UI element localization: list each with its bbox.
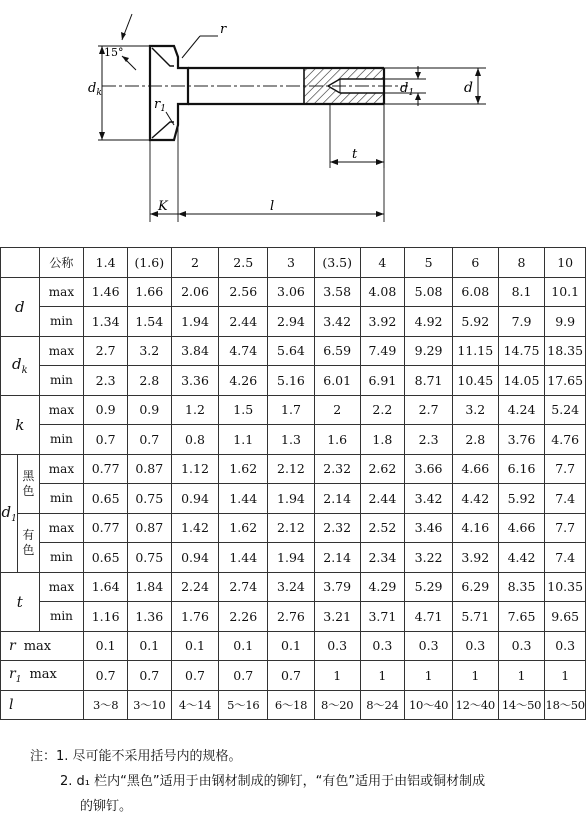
table-cell: 2 [314, 395, 360, 425]
table-cell: 6.29 [452, 572, 498, 602]
table-cell: 2.06 [171, 277, 219, 307]
table-cell: 2.62 [360, 454, 405, 484]
table-cell: 1.94 [268, 484, 315, 514]
size-header: 6 [452, 248, 498, 278]
table-cell: 2.44 [219, 307, 268, 337]
table-row [1, 307, 586, 337]
table-cell: 0.7 [127, 661, 171, 691]
l-label: l [270, 199, 275, 214]
size-header: 8 [498, 248, 545, 278]
table-row [1, 543, 586, 573]
table-cell: 7.4 [545, 484, 586, 514]
table-cell: 1 [498, 661, 545, 691]
table-cell: 2.52 [360, 513, 405, 543]
table-cell: 2.2 [360, 395, 405, 425]
table-cell: 3.76 [498, 425, 545, 455]
table-cell: 1 [545, 661, 586, 691]
table-cell: 2.12 [268, 454, 315, 484]
table-cell: 2.44 [360, 484, 405, 514]
table-cell: 1 [452, 661, 498, 691]
angle-label: 15° [104, 46, 124, 59]
table-cell: 8.71 [405, 366, 453, 396]
table-cell: 5.24 [545, 395, 586, 425]
table-cell: 0.9 [84, 395, 128, 425]
symbol-dk: $d_k$ [1, 336, 40, 395]
table-cell: 1.44 [219, 543, 268, 573]
nominal-label: 公称 [39, 248, 84, 278]
table-cell: 2.32 [314, 454, 360, 484]
table-cell: 0.7 [127, 425, 171, 455]
table-cell: 3.66 [405, 454, 453, 484]
table-cell: 4.29 [360, 572, 405, 602]
table-cell: 4.42 [498, 543, 545, 573]
table-row [1, 366, 586, 396]
table-cell: 5.64 [268, 336, 315, 366]
table-cell: 0.7 [268, 661, 315, 691]
size-header: 1.4 [84, 248, 128, 278]
table-cell: 3.06 [268, 277, 315, 307]
table-cell: 0.7 [171, 661, 219, 691]
d1-label: $d_1$ [400, 81, 415, 98]
black-label: 黑 色 [18, 454, 39, 513]
note-2: 2. d₁ 栏内“黑色”适用于由钢材制成的铆钉，“有色”适用于由铝或铜材制成 [60, 774, 486, 789]
table-cell: 1.12 [171, 454, 219, 484]
table-row [1, 425, 586, 455]
table-cell: 4.66 [452, 454, 498, 484]
l-label: l [1, 690, 84, 720]
table-cell: 4～14 [171, 690, 219, 720]
table-cell: 0.3 [452, 631, 498, 661]
table-cell: 0.1 [84, 631, 128, 661]
table-cell: 4.08 [360, 277, 405, 307]
table-cell: 0.3 [405, 631, 453, 661]
table-cell: 17.65 [545, 366, 586, 396]
table-cell: 3.2 [127, 336, 171, 366]
table-cell: 1.76 [171, 602, 219, 632]
size-header: 10 [545, 248, 586, 278]
table-cell: 0.7 [219, 661, 268, 691]
table-cell: 10～40 [405, 690, 453, 720]
table-cell: 2.74 [219, 572, 268, 602]
table-cell: 7.49 [360, 336, 405, 366]
table-cell: 9.29 [405, 336, 453, 366]
size-header: 2 [171, 248, 219, 278]
table-cell: 2.8 [452, 425, 498, 455]
table-cell: 6.01 [314, 366, 360, 396]
table-cell: 11.15 [452, 336, 498, 366]
table-cell: 5.92 [452, 307, 498, 337]
table-cell: 3.58 [314, 277, 360, 307]
table-cell: 10.1 [545, 277, 586, 307]
table-cell: 1.62 [219, 513, 268, 543]
table-row [1, 277, 586, 307]
d-label: d [464, 80, 473, 96]
table-cell: 3.42 [405, 484, 453, 514]
table-cell: 0.1 [127, 631, 171, 661]
table-cell: 18～50 [545, 690, 586, 720]
table-cell: 0.77 [84, 454, 128, 484]
table-cell: 6.16 [498, 454, 545, 484]
table-cell: 0.77 [84, 513, 128, 543]
table-cell: 1.5 [219, 395, 268, 425]
table-cell: 4.42 [452, 484, 498, 514]
table-cell: 1.16 [84, 602, 128, 632]
table-cell: 0.7 [84, 425, 128, 455]
table-cell: 1.42 [171, 513, 219, 543]
table-cell: 0.75 [127, 543, 171, 573]
table-cell: 4.92 [405, 307, 453, 337]
size-header: (1.6) [127, 248, 171, 278]
table-cell: 1.64 [84, 572, 128, 602]
table-row [1, 661, 586, 691]
table-cell: 3～10 [127, 690, 171, 720]
max-label: max [39, 277, 84, 307]
table-cell: 7.4 [545, 543, 586, 573]
table-row [1, 336, 586, 366]
table-cell: 4.74 [219, 336, 268, 366]
r-max-label: r max [1, 631, 84, 661]
table-cell: 1.62 [219, 454, 268, 484]
size-header: 3 [268, 248, 315, 278]
table-cell: 2.7 [84, 336, 128, 366]
symbol-d1: $d_1$ [1, 454, 18, 572]
table-cell: 1.6 [314, 425, 360, 455]
table-cell: 1.3 [268, 425, 315, 455]
symbol-t: t [1, 572, 40, 631]
table-cell: 2.26 [219, 602, 268, 632]
table-cell: 14.75 [498, 336, 545, 366]
table-cell: 0.1 [171, 631, 219, 661]
table-cell: 1.34 [84, 307, 128, 337]
table-cell: 14～50 [498, 690, 545, 720]
table-cell: 3.42 [314, 307, 360, 337]
table-cell: 0.3 [360, 631, 405, 661]
table-cell: 1.46 [84, 277, 128, 307]
table-cell: 2.14 [314, 484, 360, 514]
table-row [1, 454, 586, 484]
table-row [1, 513, 586, 543]
table-cell: 0.65 [84, 484, 128, 514]
min-label: min [39, 484, 84, 514]
table-cell: 1.94 [268, 543, 315, 573]
table-cell: 0.87 [127, 454, 171, 484]
table-cell: 8～20 [314, 690, 360, 720]
table-cell: 1.2 [171, 395, 219, 425]
table-cell: 6.91 [360, 366, 405, 396]
hatch-bottom [304, 93, 384, 103]
table-cell: 0.1 [268, 631, 315, 661]
table-cell: 5.08 [405, 277, 453, 307]
size-header: 4 [360, 248, 405, 278]
size-header: (3.5) [314, 248, 360, 278]
table-cell: 0.3 [545, 631, 586, 661]
max-label: max [39, 336, 84, 366]
table-cell: 2.56 [219, 277, 268, 307]
size-header: 2.5 [219, 248, 268, 278]
table-cell: 3～8 [84, 690, 128, 720]
max-label: max [39, 572, 84, 602]
table-cell: 5.16 [268, 366, 315, 396]
table-cell: 3.84 [171, 336, 219, 366]
table-cell: 4.66 [498, 513, 545, 543]
table-cell: 7.7 [545, 513, 586, 543]
table-cell: 4.24 [498, 395, 545, 425]
table-row [1, 572, 586, 602]
table-cell: 18.35 [545, 336, 586, 366]
table-cell: 3.22 [405, 543, 453, 573]
table-cell: 10.45 [452, 366, 498, 396]
table-cell: 1.66 [127, 277, 171, 307]
table-cell: 0.94 [171, 543, 219, 573]
size-header: 5 [405, 248, 453, 278]
symbol-d: d [1, 277, 40, 336]
table-cell: 2.12 [268, 513, 315, 543]
table-row [1, 602, 586, 632]
table-cell: 7.65 [498, 602, 545, 632]
table-cell: 1.8 [360, 425, 405, 455]
table-cell: 1 [360, 661, 405, 691]
rivet-dimension-table [0, 247, 586, 720]
table-cell: 0.9 [127, 395, 171, 425]
table-cell: 6.08 [452, 277, 498, 307]
table-cell: 2.94 [268, 307, 315, 337]
table-cell: 8.35 [498, 572, 545, 602]
t-label: t [352, 147, 358, 162]
table-cell: 5～16 [219, 690, 268, 720]
table-cell: 0.65 [84, 543, 128, 573]
table-cell: 5.29 [405, 572, 453, 602]
max-label: max [39, 513, 84, 543]
table-cell: 7.9 [498, 307, 545, 337]
table-cell: 1.7 [268, 395, 315, 425]
table-cell: 3.92 [360, 307, 405, 337]
table-cell: 0.75 [127, 484, 171, 514]
table-cell: 3.79 [314, 572, 360, 602]
hatch-top [304, 69, 384, 79]
table-cell: 3.21 [314, 602, 360, 632]
table-cell: 8.1 [498, 277, 545, 307]
table-cell: 2.76 [268, 602, 315, 632]
table-cell: 0.3 [314, 631, 360, 661]
table-cell: 1.84 [127, 572, 171, 602]
note-2-continued: 的铆钉。 [80, 799, 133, 814]
note-1: 注：1. 尽可能不采用括号内的规格。 [30, 749, 242, 764]
table-cell: 2.7 [405, 395, 453, 425]
table-row [1, 484, 586, 514]
rivet-drawing [78, 0, 498, 232]
min-label: min [39, 425, 84, 455]
table-cell: 2.32 [314, 513, 360, 543]
table-cell: 2.24 [171, 572, 219, 602]
min-label: min [39, 366, 84, 396]
table-cell: 1 [314, 661, 360, 691]
table-cell: 3.24 [268, 572, 315, 602]
table-cell: 3.2 [452, 395, 498, 425]
nonferrous-label: 有 色 [18, 513, 39, 572]
table-row [1, 395, 586, 425]
table-cell: 9.9 [545, 307, 586, 337]
table-row [1, 690, 586, 720]
notes [30, 744, 580, 819]
dk-label: $d_k$ [88, 81, 102, 98]
table-cell: 2.8 [127, 366, 171, 396]
table-cell: 3.92 [452, 543, 498, 573]
table-cell: 4.76 [545, 425, 586, 455]
table-cell: 9.65 [545, 602, 586, 632]
table-cell: 2.3 [405, 425, 453, 455]
table-cell: 3.71 [360, 602, 405, 632]
table-row [1, 248, 586, 278]
table-cell: 0.87 [127, 513, 171, 543]
table-cell: 1.94 [171, 307, 219, 337]
table-cell: 0.1 [219, 631, 268, 661]
table-cell: 0.8 [171, 425, 219, 455]
table-cell: 3.46 [405, 513, 453, 543]
table-cell: 0.7 [84, 661, 128, 691]
table-cell: 10.35 [545, 572, 586, 602]
table-cell: 7.7 [545, 454, 586, 484]
table-cell: 2.3 [84, 366, 128, 396]
table-cell: 4.16 [452, 513, 498, 543]
min-label: min [39, 602, 84, 632]
max-label: max [39, 454, 84, 484]
table-cell: 4.26 [219, 366, 268, 396]
table-cell: 1.36 [127, 602, 171, 632]
r-label: r [220, 22, 227, 37]
table-cell: 1 [405, 661, 453, 691]
table-cell: 1.1 [219, 425, 268, 455]
table-cell: 4.71 [405, 602, 453, 632]
r1-max-label: $r_1$ max [1, 661, 84, 691]
table-cell: 5.92 [498, 484, 545, 514]
table-row [1, 631, 586, 661]
table-cell: 6～18 [268, 690, 315, 720]
table-cell: 14.05 [498, 366, 545, 396]
table-cell: 0.3 [498, 631, 545, 661]
table-cell: 1.54 [127, 307, 171, 337]
min-label: min [39, 307, 84, 337]
k-label: K [158, 199, 168, 214]
max-label: max [39, 395, 84, 425]
r1-label: $r_1$ [154, 97, 166, 114]
table-cell: 5.71 [452, 602, 498, 632]
table-cell: 1.44 [219, 484, 268, 514]
table-cell: 3.36 [171, 366, 219, 396]
table-cell: 0.94 [171, 484, 219, 514]
table-cell: 2.34 [360, 543, 405, 573]
table-cell: 8～24 [360, 690, 405, 720]
min-label: min [39, 543, 84, 573]
rivet-head [150, 46, 188, 140]
table-cell: 2.14 [314, 543, 360, 573]
head-countersink-top [152, 48, 174, 66]
head-countersink-bottom [152, 122, 174, 138]
table-cell: 6.59 [314, 336, 360, 366]
symbol-k: k [1, 395, 40, 454]
table-cell: 12～40 [452, 690, 498, 720]
